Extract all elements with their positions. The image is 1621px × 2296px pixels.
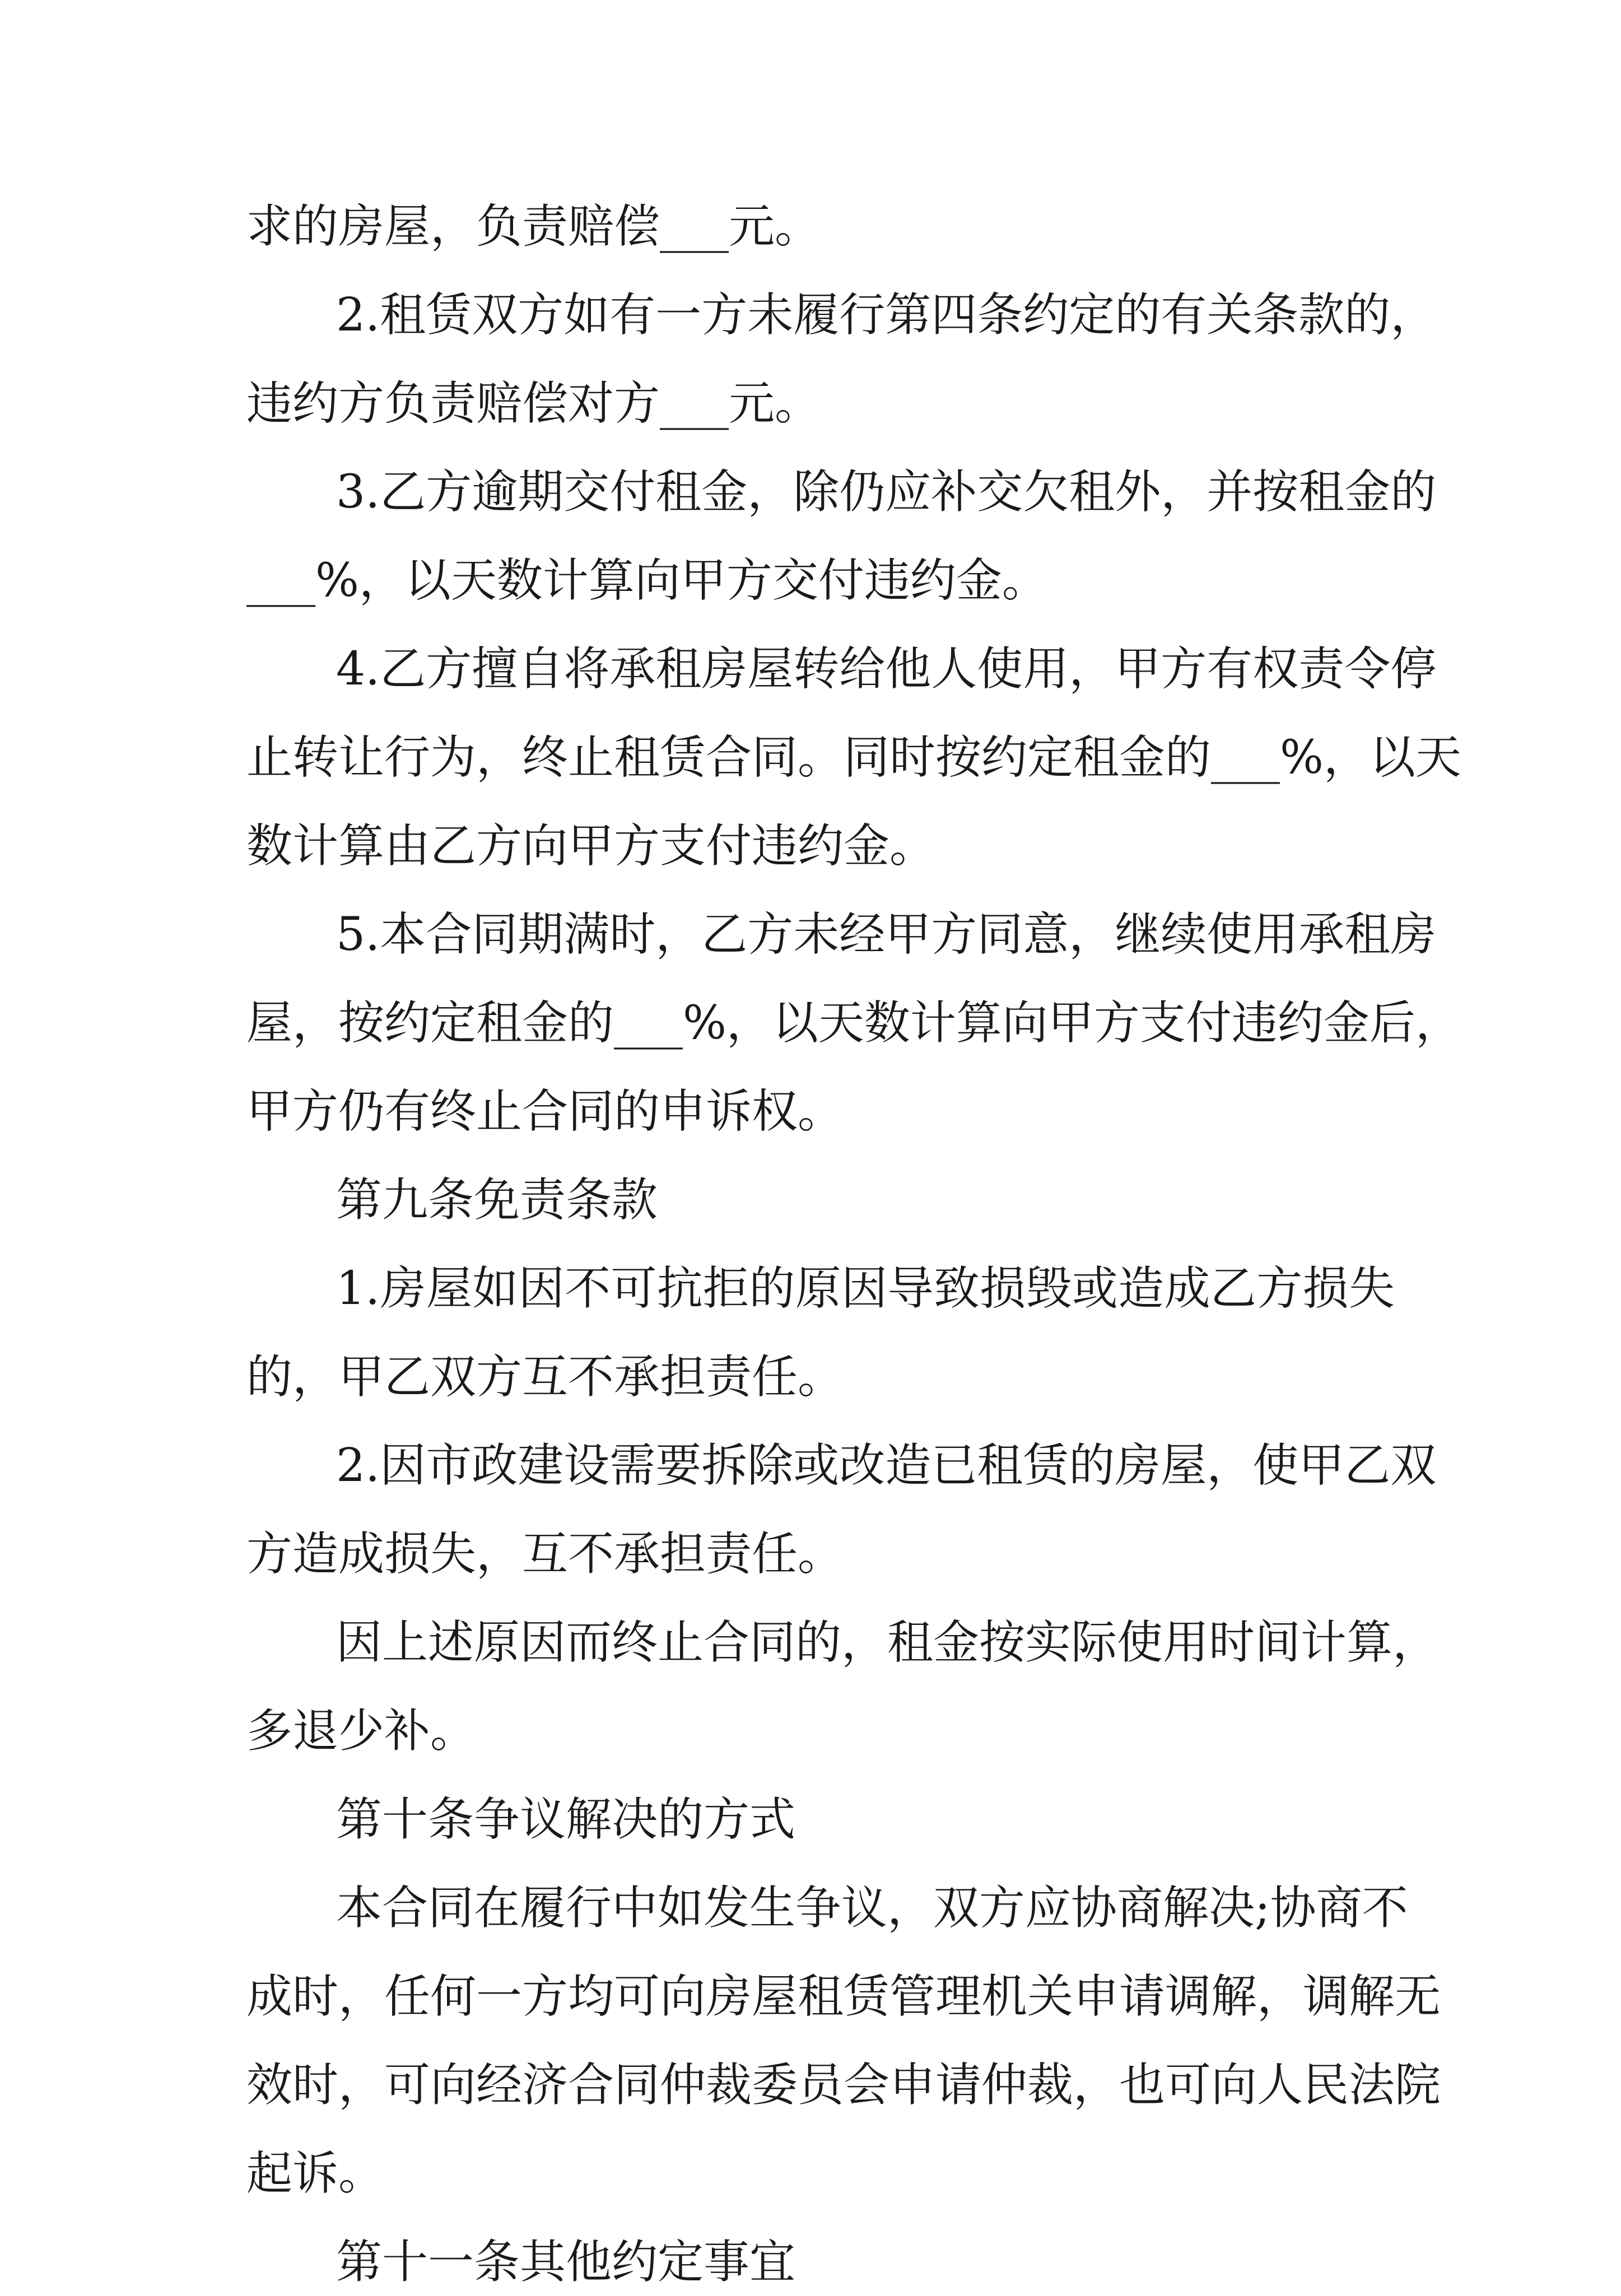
section-heading: 第十一条其他约定事宜	[336, 2236, 796, 2289]
paragraph-line: 起诉。	[246, 2147, 385, 2200]
paragraph-line: 甲方仍有终止合同的申诉权。	[246, 1085, 844, 1138]
paragraph-line: 1.房屋如因不可抗拒的原因导致损毁或造成乙方损失	[336, 1262, 1395, 1315]
section-heading: 第十条争议解决的方式	[336, 1793, 796, 1846]
paragraph-line: 5.本合同期满时，乙方未经甲方同意，继续使用承租房	[336, 908, 1437, 961]
paragraph-line: 2.因市政建设需要拆除或改造已租赁的房屋，使甲乙双	[336, 1439, 1437, 1492]
paragraph-line: ___%，以天数计算向甲方交付违约金。	[246, 554, 1048, 607]
paragraph-line: 数计算由乙方向甲方支付违约金。	[246, 819, 936, 873]
paragraph-line: 多退少补。	[246, 1704, 477, 1758]
paragraph-line: 4.乙方擅自将承租房屋转给他人使用，甲方有权责令停	[336, 642, 1437, 696]
paragraph-line: 成时，任何一方均可向房屋租赁管理机关申请调解，调解无	[246, 1970, 1441, 2023]
paragraph-line: 的，甲乙双方互不承担责任。	[246, 1350, 844, 1404]
paragraph-line: 3.乙方逾期交付租金，除仍应补交欠租外，并按租金的	[336, 465, 1437, 519]
paragraph-line: 屋，按约定租金的___%，以天数计算向甲方支付违约金后，	[246, 996, 1461, 1050]
section-heading: 第九条免责条款	[336, 1173, 658, 1227]
paragraph-line: 2.租赁双方如有一方未履行第四条约定的有关条款的，	[336, 288, 1437, 342]
paragraph-line: 求的房屋，负责赔偿___元。	[246, 200, 821, 253]
paragraph-line: 违约方负责赔偿对方___元。	[246, 377, 821, 430]
paragraph-line: 止转让行为，终止租赁合同。同时按约定租金的___%，以天	[246, 731, 1461, 784]
paragraph-line: 方造成损失，互不承担责任。	[246, 1527, 844, 1581]
paragraph-line: 因上述原因而终止合同的，租金按实际使用时间计算，	[336, 1616, 1439, 1669]
paragraph-line: 本合同在履行中如发生争议，双方应协商解决;协商不	[336, 1881, 1408, 1935]
paragraph-line: 效时，可向经济合同仲裁委员会申请仲裁，也可向人民法院	[246, 2059, 1441, 2112]
